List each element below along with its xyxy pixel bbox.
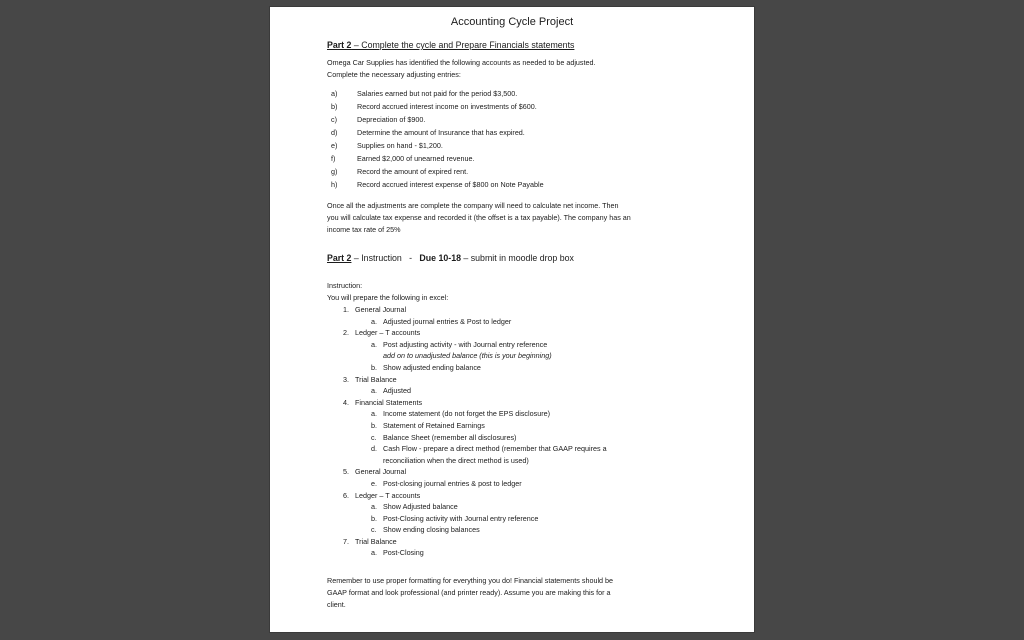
list-item-text: Post adjusting activity - with Journal entry reference (383, 339, 548, 349)
list-item-text: Ledger – T accounts (355, 328, 421, 338)
document-page (270, 7, 754, 632)
list-item-text: Salaries earned but not paid for the period $3,500. (357, 89, 518, 98)
list-marker: a) (331, 89, 338, 98)
list-item (327, 432, 717, 444)
footer-line1: Remember to use proper formatting for everything you do! Financial statements should be (327, 576, 614, 586)
list-marker: 5. (343, 467, 349, 477)
list-item (331, 126, 717, 139)
prepare-line: You will prepare the following in excel: (327, 293, 449, 302)
list-item-text: Post-Closing activity with Journal entry reference (383, 513, 539, 523)
list-item-text: General Journal (355, 467, 407, 477)
list-item-continuation: add on to unadjusted balance (this is your beginning) (383, 351, 552, 361)
list-item (327, 524, 717, 536)
list-item (327, 316, 717, 328)
list-item-text: Supplies on hand - $1,200. (357, 141, 443, 150)
list-item-text: Trial Balance (355, 536, 397, 546)
list-item (327, 374, 717, 386)
list-item (327, 385, 717, 397)
list-item (327, 547, 717, 559)
list-item-text: Record accrued interest income on investments of $600. (357, 102, 537, 111)
list-item-text: Ledger – T accounts (355, 490, 421, 500)
part1-intro-line1: Omega Car Supplies has identified the following accounts as needed to be adjusted. (327, 58, 596, 67)
list-item (327, 327, 717, 339)
list-marker: e. (371, 478, 377, 488)
list-marker: 1. (343, 305, 349, 314)
list-item (327, 501, 717, 513)
list-marker: 2. (343, 328, 349, 338)
list-marker: d. (371, 444, 377, 454)
list-item (327, 443, 717, 455)
part2-heading-mid: – Instruction - (351, 253, 420, 263)
list-item (327, 466, 717, 478)
list-item (327, 339, 717, 351)
instruction-list (327, 304, 717, 559)
list-marker: a. (371, 502, 377, 512)
part1-heading (327, 39, 717, 51)
part2-heading-due: Due 10-18 (419, 253, 461, 263)
part2-heading-rest: – submit in moodle drop box (460, 253, 574, 263)
list-item (331, 165, 717, 178)
list-item-text: Depreciation of $900. (357, 115, 426, 124)
list-item-text: Balance Sheet (remember all disclosures) (383, 432, 517, 442)
list-marker: a. (371, 409, 377, 419)
instruction-label: Instruction: (327, 281, 363, 290)
list-item (331, 178, 717, 191)
part1-heading-label: Part 2 (327, 40, 352, 50)
adjusting-entries-list (327, 87, 717, 191)
list-item-text: General Journal (355, 305, 407, 314)
list-item-continuation: reconciliation when the direct method is used) (383, 455, 529, 465)
part1-closing-line2: you will calculate tax expense and recorded it (the offset is a tax payable). The company has an (327, 213, 631, 222)
list-item-text: Post-Closing (383, 548, 424, 558)
part1-intro-line2: Complete the necessary adjusting entries: (327, 70, 461, 79)
list-marker: g) (331, 167, 338, 176)
list-marker: a. (371, 386, 377, 396)
part1-closing-line3: income tax rate of 25% (327, 225, 401, 234)
list-item (327, 513, 717, 525)
list-marker: b. (371, 513, 377, 523)
list-item-text: Statement of Retained Earnings (383, 420, 485, 430)
list-item (331, 100, 717, 113)
list-marker: h) (331, 180, 338, 189)
list-item-text: Earned $2,000 of unearned revenue. (357, 154, 475, 163)
list-item-text: Adjusted (383, 386, 411, 396)
list-item (327, 536, 717, 548)
part1-heading-text: – Complete the cycle and Prepare Financials statements (351, 40, 575, 50)
list-item-text: Post-closing journal entries & post to ledger (383, 478, 522, 488)
list-item (327, 490, 717, 502)
list-item (331, 87, 717, 100)
list-marker: a. (371, 339, 377, 349)
footer-line3: client. (327, 600, 346, 610)
list-marker: 6. (343, 490, 349, 500)
list-marker: c. (371, 525, 377, 535)
list-marker: 3. (343, 374, 349, 384)
list-item-text: Adjusted journal entries & Post to ledger (383, 316, 512, 326)
document-title: Accounting Cycle Project (450, 16, 574, 28)
list-marker: c. (371, 432, 377, 442)
part2-heading-label: Part 2 (327, 253, 352, 263)
list-marker: b) (331, 102, 338, 111)
list-item-text: Show Adjusted balance (383, 502, 458, 512)
list-item (327, 408, 717, 420)
list-marker: b. (371, 420, 377, 430)
list-item (327, 362, 717, 374)
list-item (327, 397, 717, 409)
list-item-text: Income statement (do not forget the EPS disclosure) (383, 409, 550, 419)
list-item (327, 478, 717, 490)
list-item (327, 304, 717, 316)
list-marker: b. (371, 362, 377, 372)
list-marker: 4. (343, 397, 349, 407)
list-item (327, 420, 717, 432)
list-item-text: Show ending closing balances (383, 525, 480, 535)
list-marker: a. (371, 316, 377, 326)
list-item-text: Trial Balance (355, 374, 397, 384)
list-item (331, 139, 717, 152)
list-item-text: Record the amount of expired rent. (357, 167, 469, 176)
list-item (331, 113, 717, 126)
list-item-text: Record accrued interest expense of $800 on Note Payable (357, 180, 544, 189)
part1-closing-line1: Once all the adjustments are complete the company will need to calculate net income. Then (327, 201, 619, 210)
footer-line2: GAAP format and look professional (and printer ready). Assume you are making this for a (327, 588, 611, 598)
list-item-text: Determine the amount of Insurance that has expired. (357, 128, 525, 137)
list-marker: f) (331, 154, 336, 163)
document-content (327, 39, 717, 611)
list-item-text: Show adjusted ending balance (383, 362, 481, 372)
list-marker: c) (331, 115, 337, 124)
list-marker: 7. (343, 536, 349, 546)
list-item (331, 152, 717, 165)
list-marker: a. (371, 548, 377, 558)
list-marker: d) (331, 128, 338, 137)
part2-heading (327, 252, 717, 264)
list-item-text: Financial Statements (355, 397, 423, 407)
list-item-text: Cash Flow - prepare a direct method (remember that GAAP requires a (383, 444, 607, 454)
list-marker: e) (331, 141, 338, 150)
